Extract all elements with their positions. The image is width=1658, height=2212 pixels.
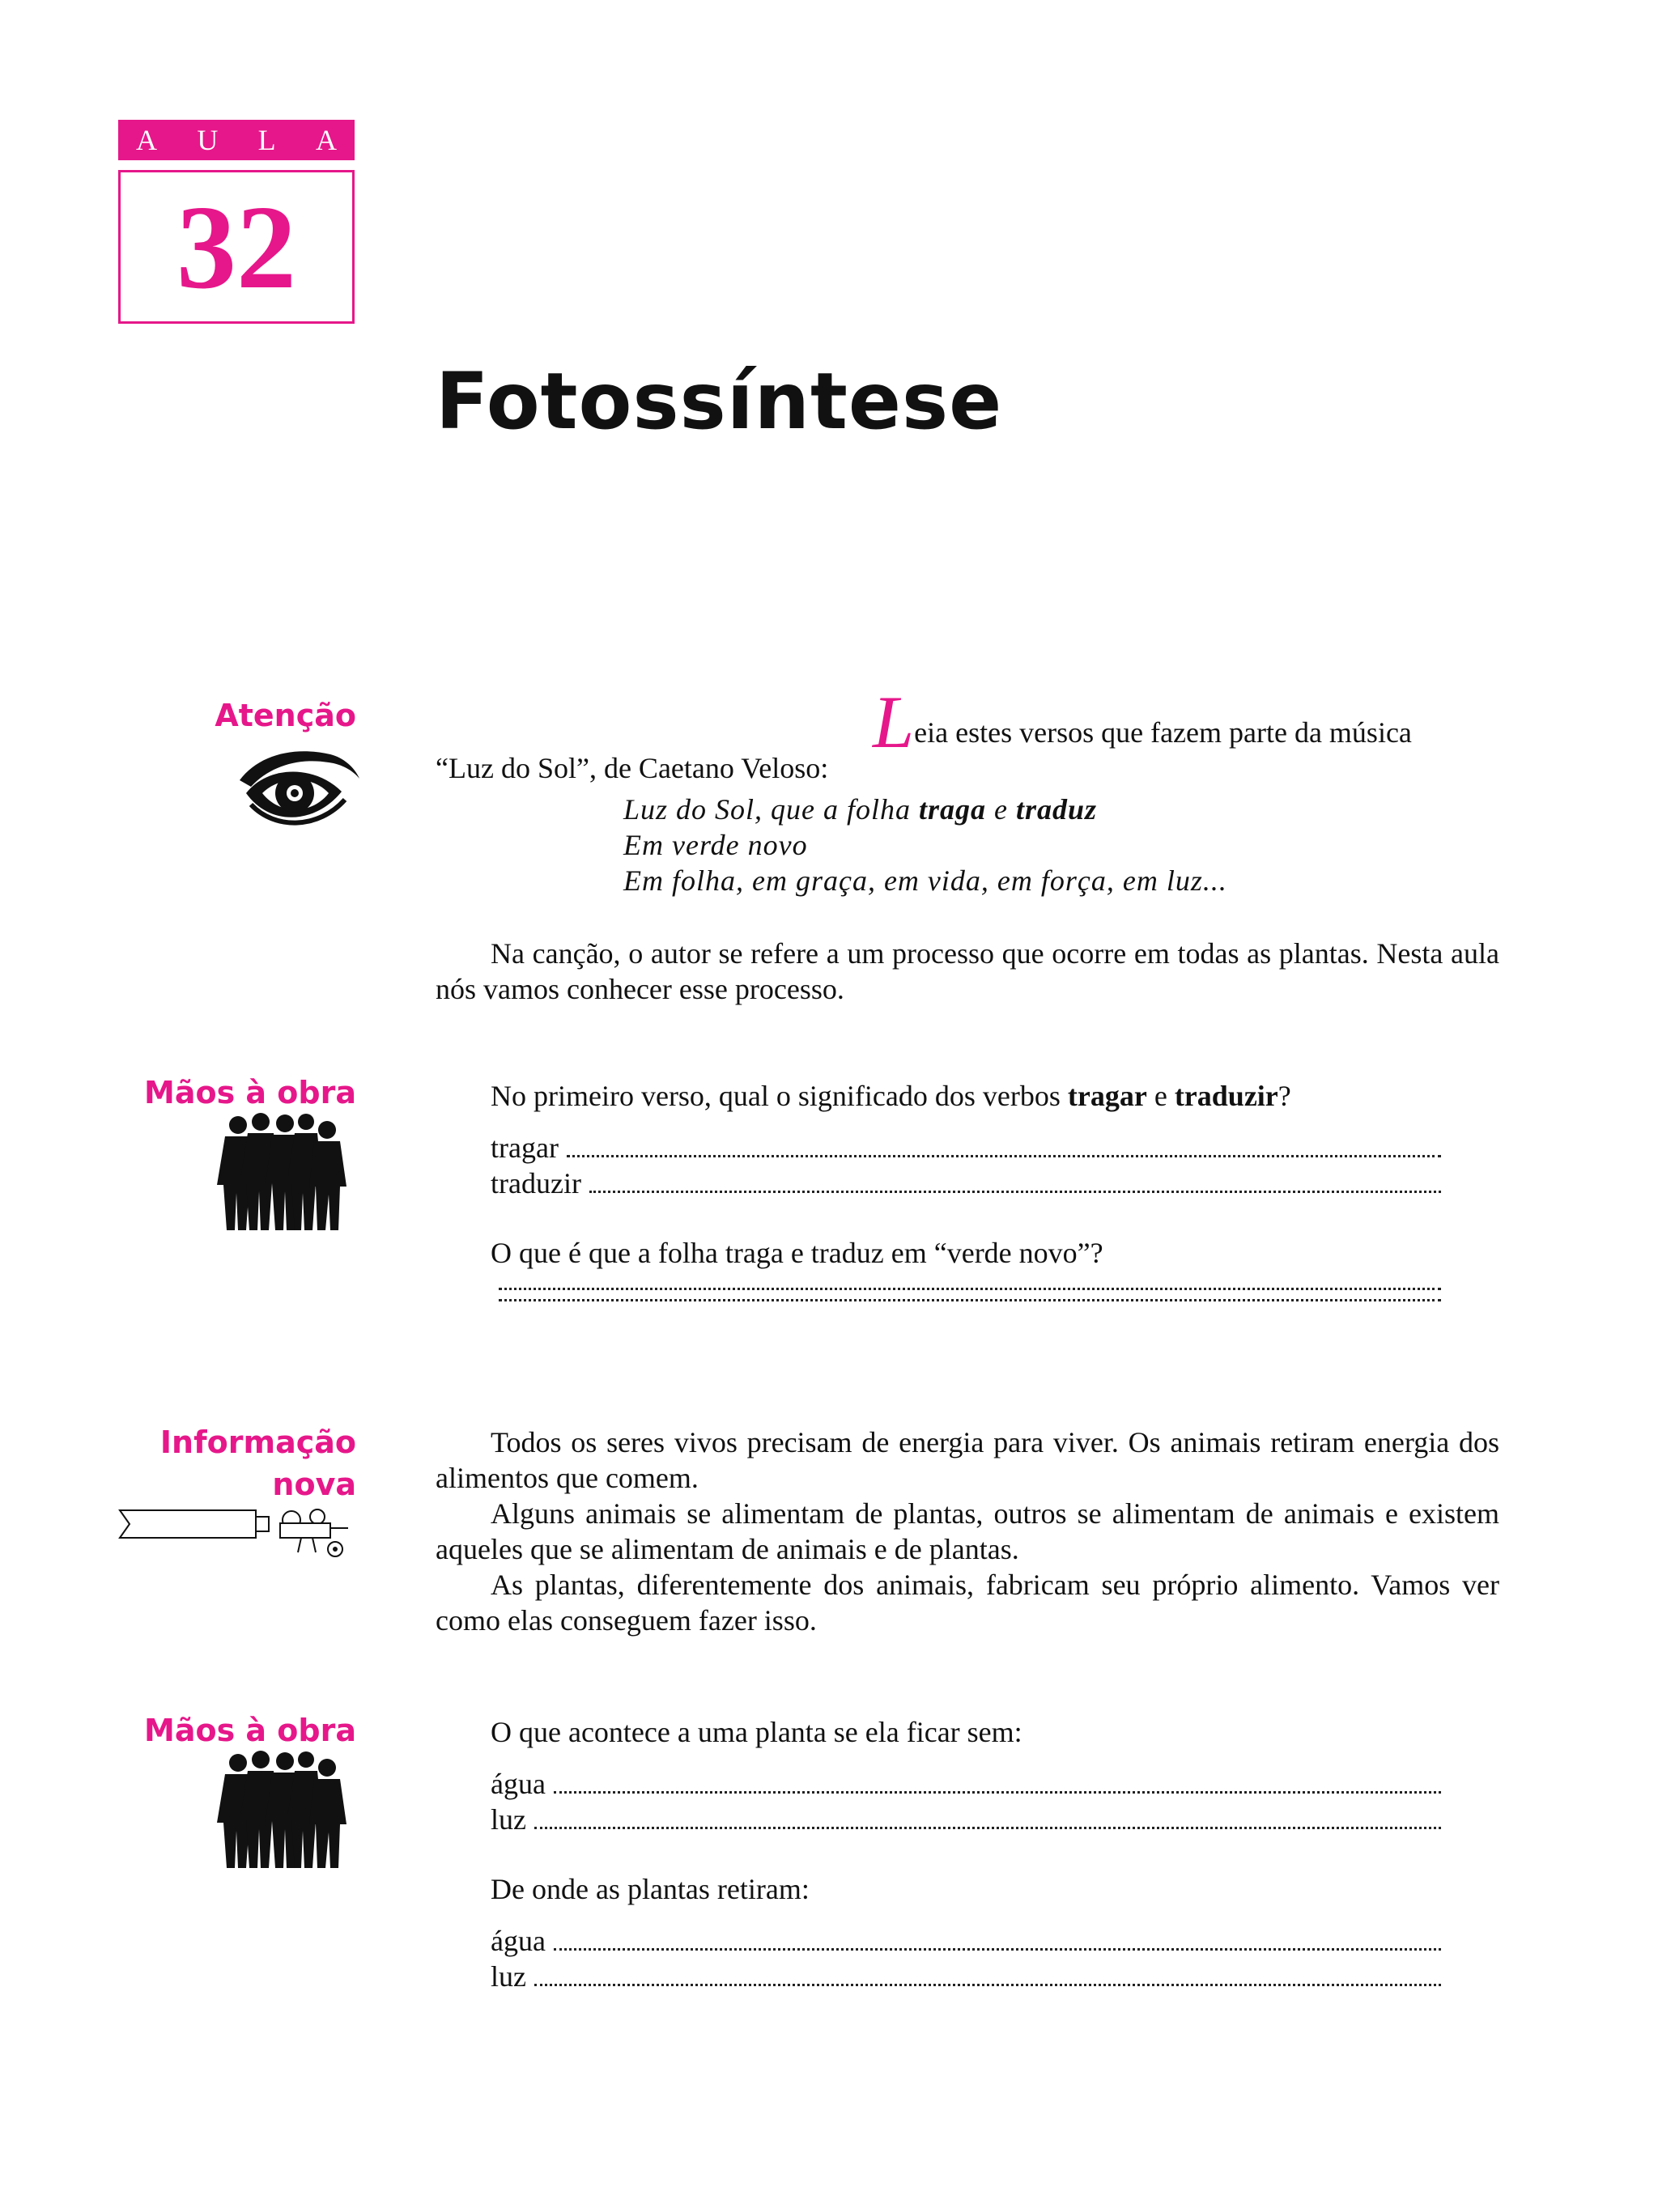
answer-line-agua-2[interactable]: [491, 1923, 1441, 1959]
people-group-icon: [214, 1112, 351, 1235]
paragraph: Alguns animais se alimentam de plantas, outros se alimentam de animais e existem aqueles que se alimentam de animais e de plantas.: [436, 1497, 1499, 1565]
verse-bold-traduz: traduz: [1016, 793, 1098, 826]
info-content: [436, 1424, 1499, 1638]
question-sem: O que acontece a uma planta se ela ficar sem:: [491, 1716, 1022, 1748]
intro-text: eia estes versos que fazem parte da música: [914, 716, 1412, 749]
info-label-line-1: Informação: [159, 1424, 356, 1460]
question-text: ?: [1278, 1080, 1291, 1112]
answer-label: água: [491, 1768, 546, 1800]
answer-blank[interactable]: [554, 1790, 1441, 1794]
info-label-line-2: nova: [272, 1467, 356, 1502]
section-label-info: [160, 1421, 356, 1505]
answer-label: água: [491, 1925, 546, 1957]
question-folha: O que é que a folha traga e traduz em “verde novo”?: [491, 1237, 1103, 1269]
lesson-badge: [118, 120, 355, 324]
eye-icon: [235, 743, 361, 834]
bold-tragar: tragar: [1067, 1080, 1147, 1112]
answer-line-traduzir[interactable]: [491, 1165, 1441, 1201]
answer-blank[interactable]: [554, 1947, 1441, 1951]
answer-line-agua[interactable]: [491, 1766, 1441, 1802]
people-group-icon: [214, 1750, 351, 1873]
answer-label: luz: [491, 1960, 526, 1993]
answer-blank[interactable]: [499, 1287, 1441, 1290]
drop-cap: L: [873, 681, 915, 763]
intro-line-2: “Luz do Sol”, de Caetano Veloso:: [436, 752, 829, 784]
answer-line-luz[interactable]: [491, 1802, 1441, 1837]
answer-line-tragar[interactable]: [491, 1130, 1441, 1165]
lesson-letter: A: [315, 124, 337, 156]
answer-line-luz-2[interactable]: [491, 1959, 1441, 1994]
answer-line-blank-1[interactable]: [499, 1287, 1441, 1298]
atencao-paragraph: [436, 936, 1499, 1007]
answer-blank[interactable]: [589, 1190, 1441, 1193]
verse-block: [623, 792, 1227, 898]
answer-blank[interactable]: [534, 1983, 1441, 1986]
verse-text: e: [986, 793, 1017, 826]
lesson-label: [118, 120, 355, 160]
verse-line-1: [623, 792, 1227, 827]
maos2-content: [436, 1714, 1499, 1994]
answer-blank[interactable]: [567, 1154, 1441, 1157]
paragraph: As plantas, diferentemente dos animais, fabricam seu próprio alimento. Vamos ver como elas conseguem fazer isso.: [436, 1569, 1499, 1637]
verse-line-3: Em folha, em graça, em vida, em força, em luz...: [623, 864, 1227, 897]
intro-line-1: [436, 681, 1499, 763]
question-verbs: [436, 1078, 1499, 1114]
lesson-letter: U: [197, 124, 219, 156]
answer-label: tragar: [491, 1131, 559, 1164]
question-text: No primeiro verso, qual o significado dos verbos: [491, 1080, 1068, 1112]
paragraph: Na canção, o autor se refere a um processo que ocorre em todas as plantas. Nesta aula nós vamos conhecer esse processo.: [436, 937, 1499, 1005]
answer-blank[interactable]: [499, 1298, 1441, 1301]
paragraph: Todos os seres vivos precisam de energia para viver. Os animais retiram energia dos alimentos que comem.: [436, 1426, 1499, 1494]
answer-label: traduzir: [491, 1167, 581, 1199]
verse-line-2: Em verde novo: [623, 829, 808, 861]
lesson-number: 32: [118, 170, 355, 324]
page-title: Fotossíntese: [436, 356, 1003, 447]
verse-text: Luz do Sol, que a folha: [623, 793, 920, 826]
verse-bold-traga: traga: [919, 793, 987, 826]
lesson-letter: A: [136, 124, 157, 156]
question-retiram: De onde as plantas retiram:: [491, 1873, 810, 1905]
lesson-letter: L: [257, 124, 276, 156]
section-label-maos-1: Mãos à obra: [144, 1075, 356, 1110]
question-text: e: [1146, 1080, 1175, 1112]
bold-traduzir: traduzir: [1174, 1080, 1278, 1112]
film-projector-icon: [118, 1499, 358, 1564]
answer-line-blank-2[interactable]: [499, 1298, 1441, 1310]
answer-blank[interactable]: [534, 1826, 1441, 1829]
maos1-content: [436, 1078, 1499, 1310]
section-label-atencao: Atenção: [215, 698, 356, 733]
answer-label: luz: [491, 1803, 526, 1836]
section-label-maos-2: Mãos à obra: [144, 1713, 356, 1748]
atencao-intro: [436, 681, 1499, 786]
